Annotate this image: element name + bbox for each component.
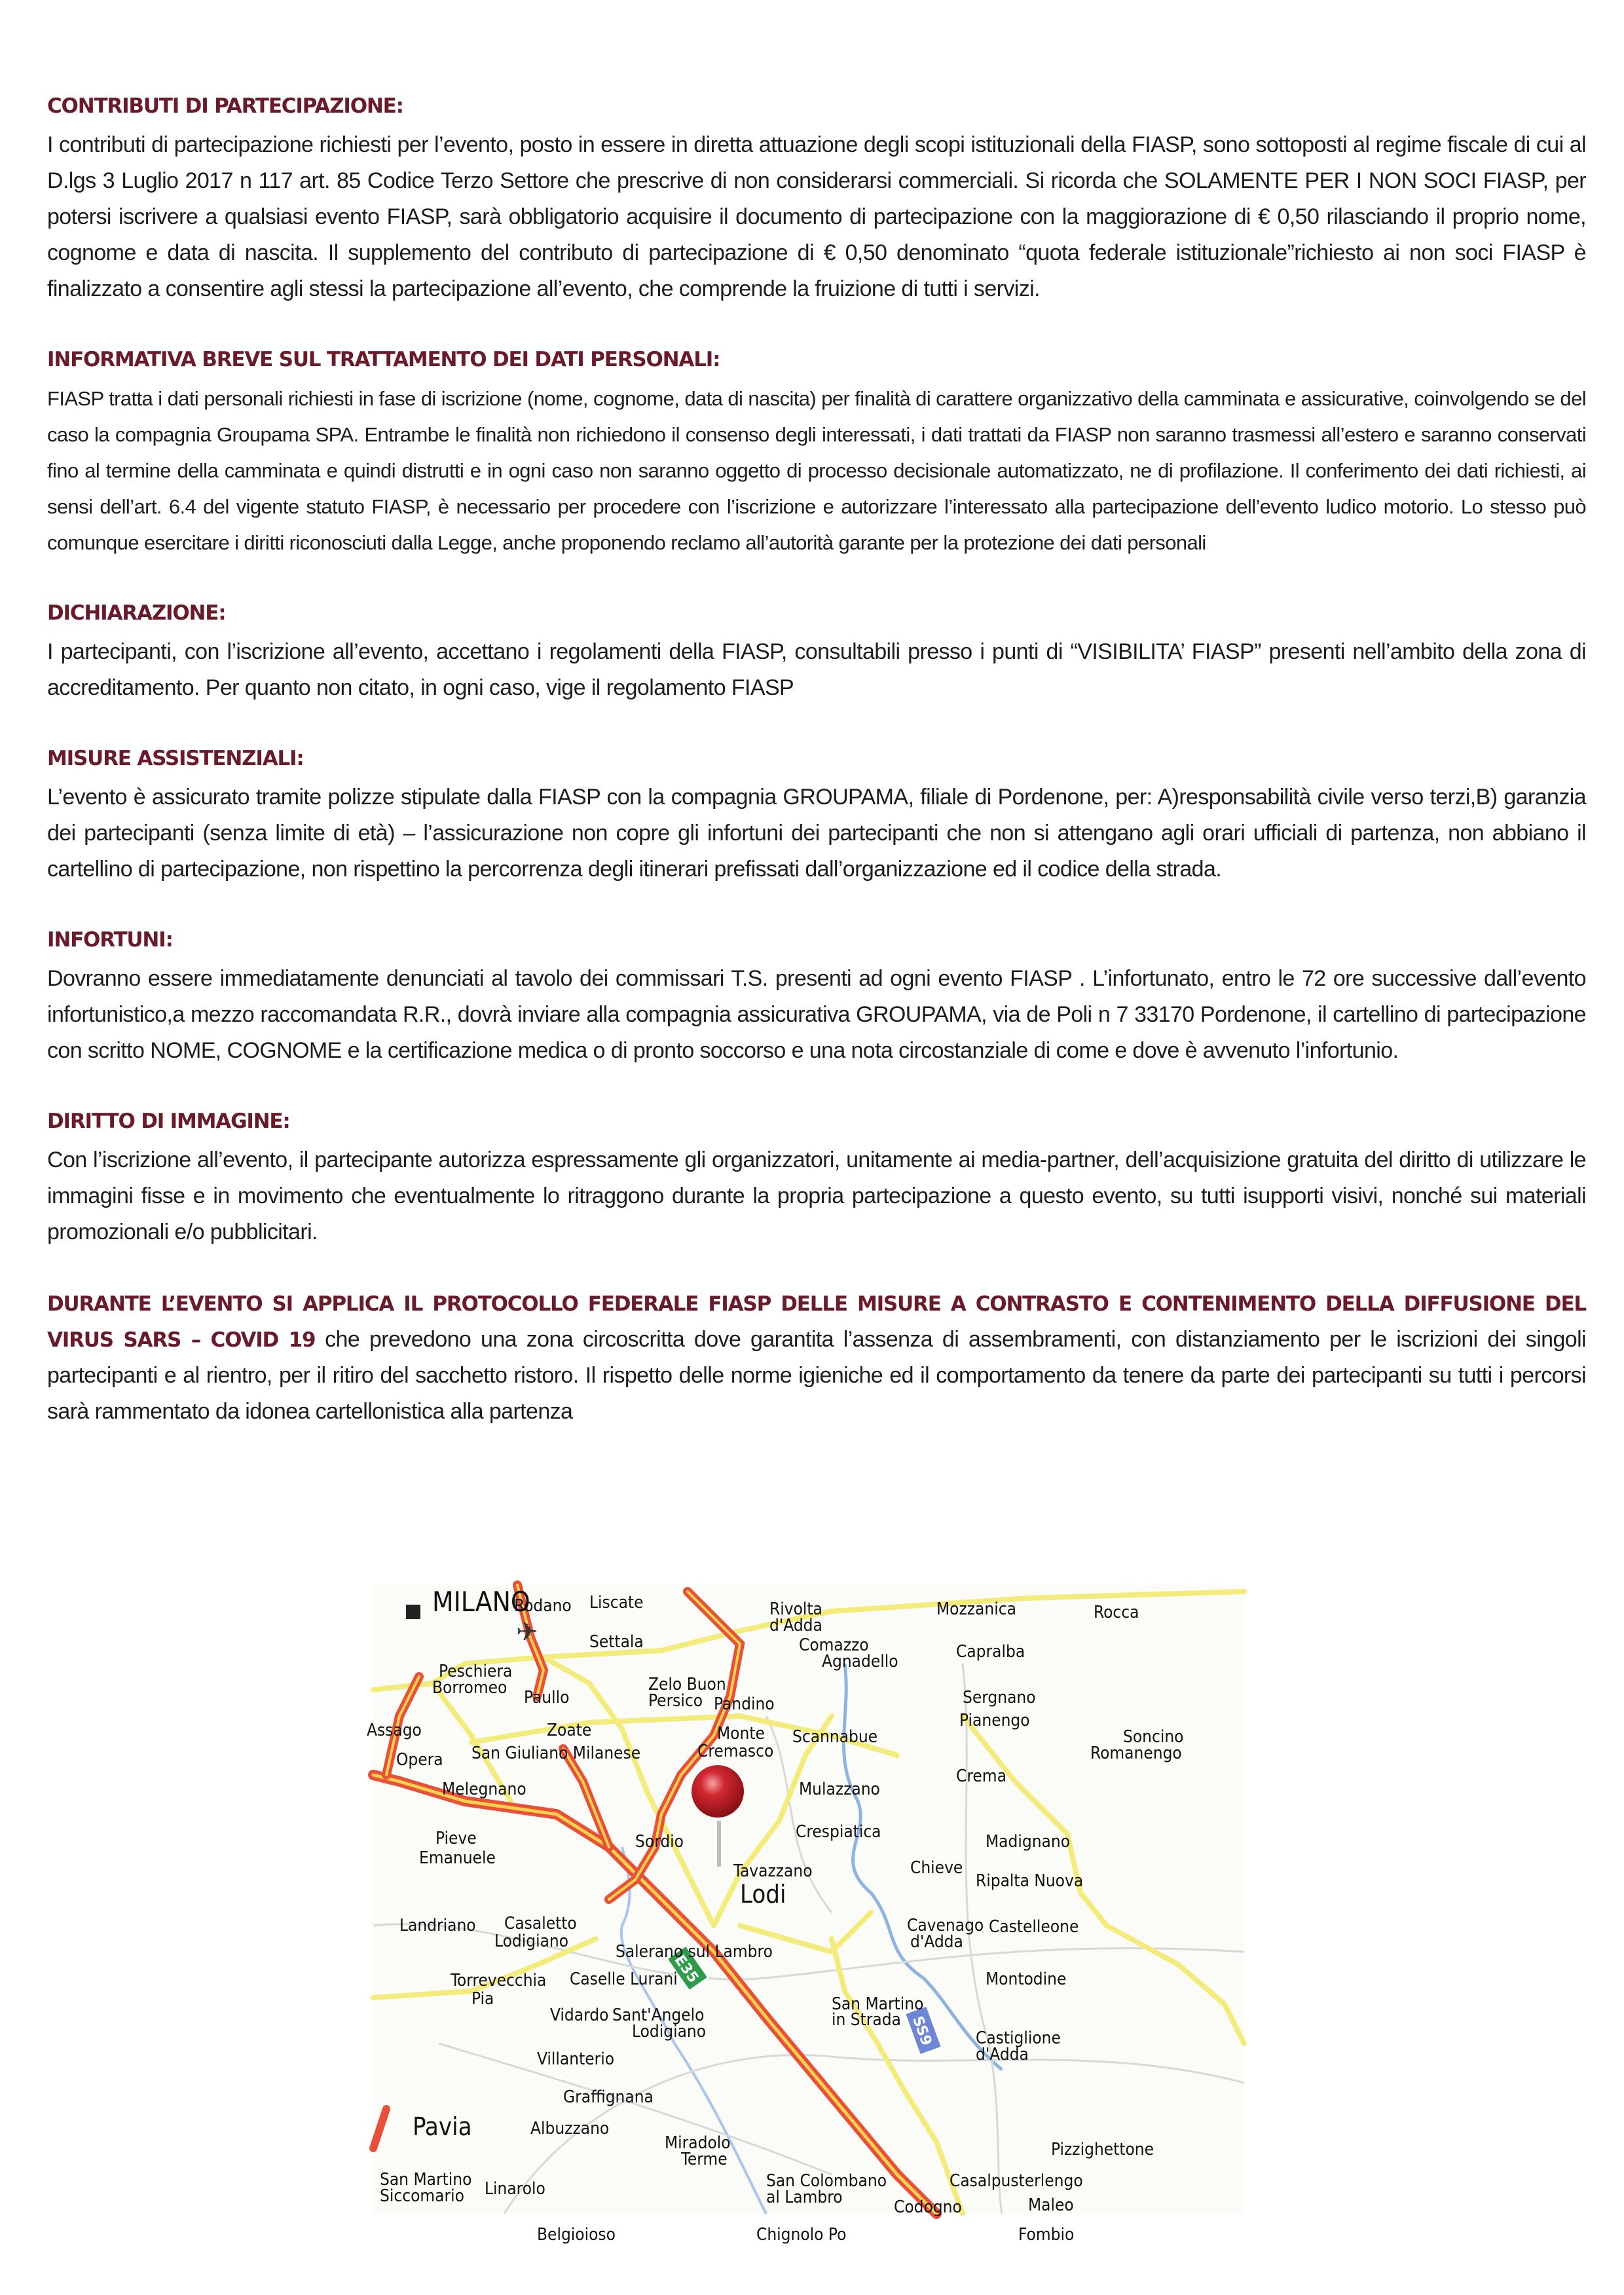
svg-text:SS9: SS9 — [909, 2013, 935, 2048]
map-place-label: Graffignana — [563, 2087, 654, 2107]
section-body: I partecipanti, con l’iscrizione all’evento, accettano i regolamenti della FIASP, consultabili presso i punti di “VISIBILITA’ FIASP” presenti nell’ambito della zona di accreditamento. Per quanto non citato, in ogni caso, vige il regolamento FIASP — [47, 639, 1586, 700]
map-place-label: San Martino — [832, 1994, 924, 2014]
section-infortuni — [47, 925, 1586, 1069]
section-body: Con l’iscrizione all’evento, il partecipante autorizza espressamente gli organizzatori, unitamente ai media-partner, dell’acquisizione gratuita del diritto di utilizzare le immagini fisse e in movimento che eventualmente lo ritraggono durante la propria partecipazione a questo evento, su tutti isupporti visivi, nonché sui materiali promozionali e/o pubblicitari. — [47, 1148, 1586, 1244]
map-place-label: Zelo Buon — [648, 1675, 726, 1694]
map-place-label: Pia — [471, 1989, 494, 2009]
map-place-label: Capralba — [956, 1642, 1025, 1662]
map-place-label: Siccomario — [380, 2186, 464, 2206]
map-place-label: Pizzighettone — [1051, 2140, 1154, 2159]
map-place-label: Belgioioso — [537, 2225, 616, 2245]
map-place-label: Pianengo — [959, 1711, 1030, 1730]
map-place-label: Rivolta — [769, 1599, 822, 1619]
document-page — [47, 92, 1586, 1468]
map-place-label: Opera — [396, 1750, 443, 1770]
covid-heading: DURANTE L’EVENTO SI APPLICA IL PROTOCOLLO FEDERALE FIASP DELLE MISURE A CONTRASTO E CONTENIMENTO DELLA DIFFUSIONE DEL VIRUS SARS – COVID 19 — [47, 1292, 1586, 1352]
map-place-label: Soncino — [1123, 1727, 1184, 1747]
map-place-label: Paullo — [524, 1688, 570, 1707]
section-heading: INFORMATIVA BREVE SUL TRATTAMENTO DEI DATI PERSONALI: — [47, 348, 720, 371]
milano-city-marker — [406, 1605, 420, 1619]
covid-body: che prevedono una zona circoscritta dove garantita l’assenza di assembramenti, con distanziamento per le iscrizioni dei singoli partecipanti e al rientro, per il ritiro del sacchetto ristoro. Il rispetto delle norme igieniche ed il comportamento da tenere da parte dei partecipanti su tutti i percorsi sarà rammentato da idonea cartellonistica alla partenza — [47, 1327, 1586, 1424]
map-place-label: Landriano — [399, 1916, 476, 1935]
map-place-label: Rocca — [1094, 1603, 1139, 1622]
map-place-label: Melegnano — [442, 1780, 526, 1799]
map-place-label: MILANO — [432, 1586, 530, 1618]
map-place-label: Torrevecchia — [451, 1971, 547, 1990]
section-informativa — [47, 345, 1586, 561]
map-place-label: Settala — [589, 1632, 644, 1652]
map-place-label: Lodi — [740, 1880, 786, 1909]
map-place-label: Terme — [681, 2150, 728, 2169]
map-place-label: Borromeo — [432, 1678, 507, 1698]
map-place-label: Ripalta Nuova — [976, 1871, 1084, 1891]
map-place-label: Cavenago — [907, 1916, 984, 1935]
map-place-label: Cremasco — [697, 1742, 774, 1761]
map-place-label: Montodine — [986, 1969, 1067, 1989]
map-place-label: Albuzzano — [530, 2119, 610, 2138]
map-place-label: San Colombano — [766, 2171, 887, 2191]
section-body: I contributi di partecipazione richiesti per l’evento, posto in essere in diretta attuazione degli scopi istituzionali della FIASP, sono sottoposti al regime fiscale di cui al D.lgs 3 Luglio 2017 n 117 art. 85 Codice Terzo Settore che prescrive di non considerarsi commerciali. Si ricorda che SOLAMENTE PER I NON SOCI FIASP, per potersi iscrivere a qualsiasi evento FIASP, sarà obbligatorio acquisire il documento di partecipazione con la maggiorazione di € 0,50 rilasciando il proprio nome, cognome e data di nascita. Il supplemento del contributo di partecipazione di € 0,50 denominato “quota federale istituzionale”richiesto ai non soci FIASP è finalizzato a consentire agli stessi la partecipazione all’evento, che comprende la fruizione di tutti i servizi. — [47, 132, 1586, 301]
map-place-label: Liscate — [589, 1593, 644, 1613]
place-labels — [367, 1586, 1184, 2245]
svg-text:E35: E35 — [671, 1952, 702, 1987]
section-body: Dovranno essere immediatamente denunciati al tavolo dei commissari T.S. presenti ad ogni evento FIASP . L’infortunato, entro le 72 ore successive dall’evento infortunistico,a mezzo raccomandata R.R., dovrà inviare alla compagnia assicurativa GROUPAMA, via de Poli n 7 33170 Pordenone, il cartellino di partecipazione con scritto NOME, COGNOME e la certificazione medica o di pronto soccorso e una nota circostanziale di come e dove è avvenuto l’infortunio. — [47, 966, 1586, 1063]
map-place-label: Chieve — [910, 1858, 963, 1878]
map-place-label: Lodigiano — [494, 1931, 569, 1951]
map-place-label: Monte — [717, 1724, 765, 1744]
map-place-label: Madignano — [986, 1832, 1071, 1852]
map-place-label: Codogno — [894, 2197, 962, 2217]
map-place-label: Crema — [956, 1766, 1006, 1786]
section-heading: INFORTUNI: — [47, 928, 173, 952]
map-place-label: Castiglione — [976, 2028, 1061, 2048]
map-place-label: Lodigiano — [632, 2022, 707, 2042]
map-place-label: San Giuliano Milanese — [471, 1744, 641, 1763]
map-place-label: Salerano sul Lambro — [616, 1942, 773, 1962]
map-place-label: Pavia — [413, 2112, 472, 2141]
map-place-label: d'Adda — [910, 1932, 963, 1952]
section-heading: DICHIARAZIONE: — [47, 601, 226, 625]
section-body: L’evento è assicurato tramite polizze stipulate dalla FIASP con la compagnia GROUPAMA, filiale di Pordenone, per: A)responsabilità civile verso terzi,B) garanzia dei partecipanti (senza limite di età) – l’assicurazione non copre gli infortuni dei partecipanti che non si attengano agli orari ufficiali di partenza, non abbiano il cartellino di partecipazione, non rispettino la percorrenza degli itinerari prefissati dall’organizzazione ed il codice della strada. — [47, 785, 1586, 882]
section-dichiarazione — [47, 599, 1586, 706]
map-place-label: Linarolo — [485, 2179, 545, 2199]
map-place-label: Romanengo — [1090, 1744, 1182, 1763]
section-covid — [47, 1286, 1586, 1430]
map-place-label: Comazzo — [799, 1635, 869, 1655]
map-place-label: d'Adda — [769, 1616, 822, 1635]
map-place-label: Chignolo Po — [756, 2225, 847, 2245]
section-body: FIASP tratta i dati personali richiesti in fase di iscrizione (nome, cognome, data di nascita) per finalità di carattere organizzativo della camminata e assicurative, coinvolgendo se del caso la compagnia Groupama SPA. Entrambe le finalità non richiedono il consenso degli interessati, i dati trattati da FIASP non saranno trasmessi all’estero e saranno conservati fino al termine della camminata e quindi distrutti e in ogni caso non saranno oggetto di processo decisionale automatizzato, ne di profilazione. Il conferimento dei dati richiesti, ai sensi dell’art. 6.4 del vigente statuto FIASP, è necessario per procedere con l’iscrizione e autorizzare l’interessato alla partecipazione dell’evento ludico motorio. Lo stesso può comunque esercitare i diritti riconosciuti dalla Legge, anche proponendo reclamo all’autorità garante per la protezione dei dati personali — [47, 387, 1586, 554]
map-place-label: Pandino — [714, 1694, 775, 1714]
map-place-label: Castelleone — [989, 1917, 1079, 1937]
map-place-label: Caselle Lurani — [570, 1969, 678, 1989]
map-place-label: Tavazzano — [733, 1861, 813, 1881]
map-place-label: Casaletto — [504, 1914, 577, 1933]
map-place-label: Rodano — [514, 1596, 572, 1616]
map-place-label: Assago — [367, 1721, 422, 1740]
map-place-label: Peschiera — [439, 1662, 513, 1681]
map-place-label: Maleo — [1028, 2195, 1074, 2215]
covid-paragraph — [47, 1286, 1586, 1430]
map-place-label: Vidardo — [550, 2006, 609, 2025]
map-canvas — [367, 1585, 1244, 2245]
section-contributi — [47, 92, 1586, 307]
map-place-label: al Lambro — [766, 2188, 843, 2207]
map-place-label: Sergnano — [963, 1688, 1036, 1707]
map-place-label: Sant'Angelo — [612, 2006, 705, 2025]
map-place-label: d'Adda — [976, 2045, 1029, 2064]
map-place-label: Persico — [648, 1691, 703, 1711]
map-place-label: Casalpusterlengo — [950, 2171, 1083, 2191]
section-misure — [47, 744, 1586, 887]
section-heading: MISURE ASSISTENZIALI: — [47, 747, 304, 770]
section-heading: DIRITTO DI IMMAGINE: — [47, 1110, 290, 1133]
map-place-label: Mozzanica — [936, 1599, 1016, 1619]
airport-icon: ✈ — [516, 1617, 538, 1647]
map-place-label: Mulazzano — [799, 1780, 880, 1799]
map-place-label: Crespiatica — [796, 1822, 881, 1842]
section-heading: CONTRIBUTI DI PARTECIPAZIONE: — [47, 94, 403, 118]
map-place-label: Villanterio — [537, 2049, 615, 2069]
map-place-label: Sordio — [635, 1832, 684, 1852]
map-place-label: Fombio — [1018, 2225, 1075, 2245]
location-pin-icon[interactable] — [692, 1765, 744, 1867]
map-place-label: in Strada — [832, 2010, 901, 2030]
map-place-label: Miradolo — [665, 2133, 731, 2153]
map-place-label: Scannabue — [792, 1727, 878, 1747]
section-immagine — [47, 1107, 1586, 1250]
map-place-label: Pieve — [435, 1829, 477, 1848]
map-place-label: Agnadello — [822, 1652, 898, 1671]
location-map[interactable] — [367, 1585, 1244, 2245]
map-place-label: Zoate — [547, 1721, 592, 1740]
map-place-label: Emanuele — [419, 1848, 496, 1868]
map-place-label: San Martino — [380, 2170, 472, 2190]
